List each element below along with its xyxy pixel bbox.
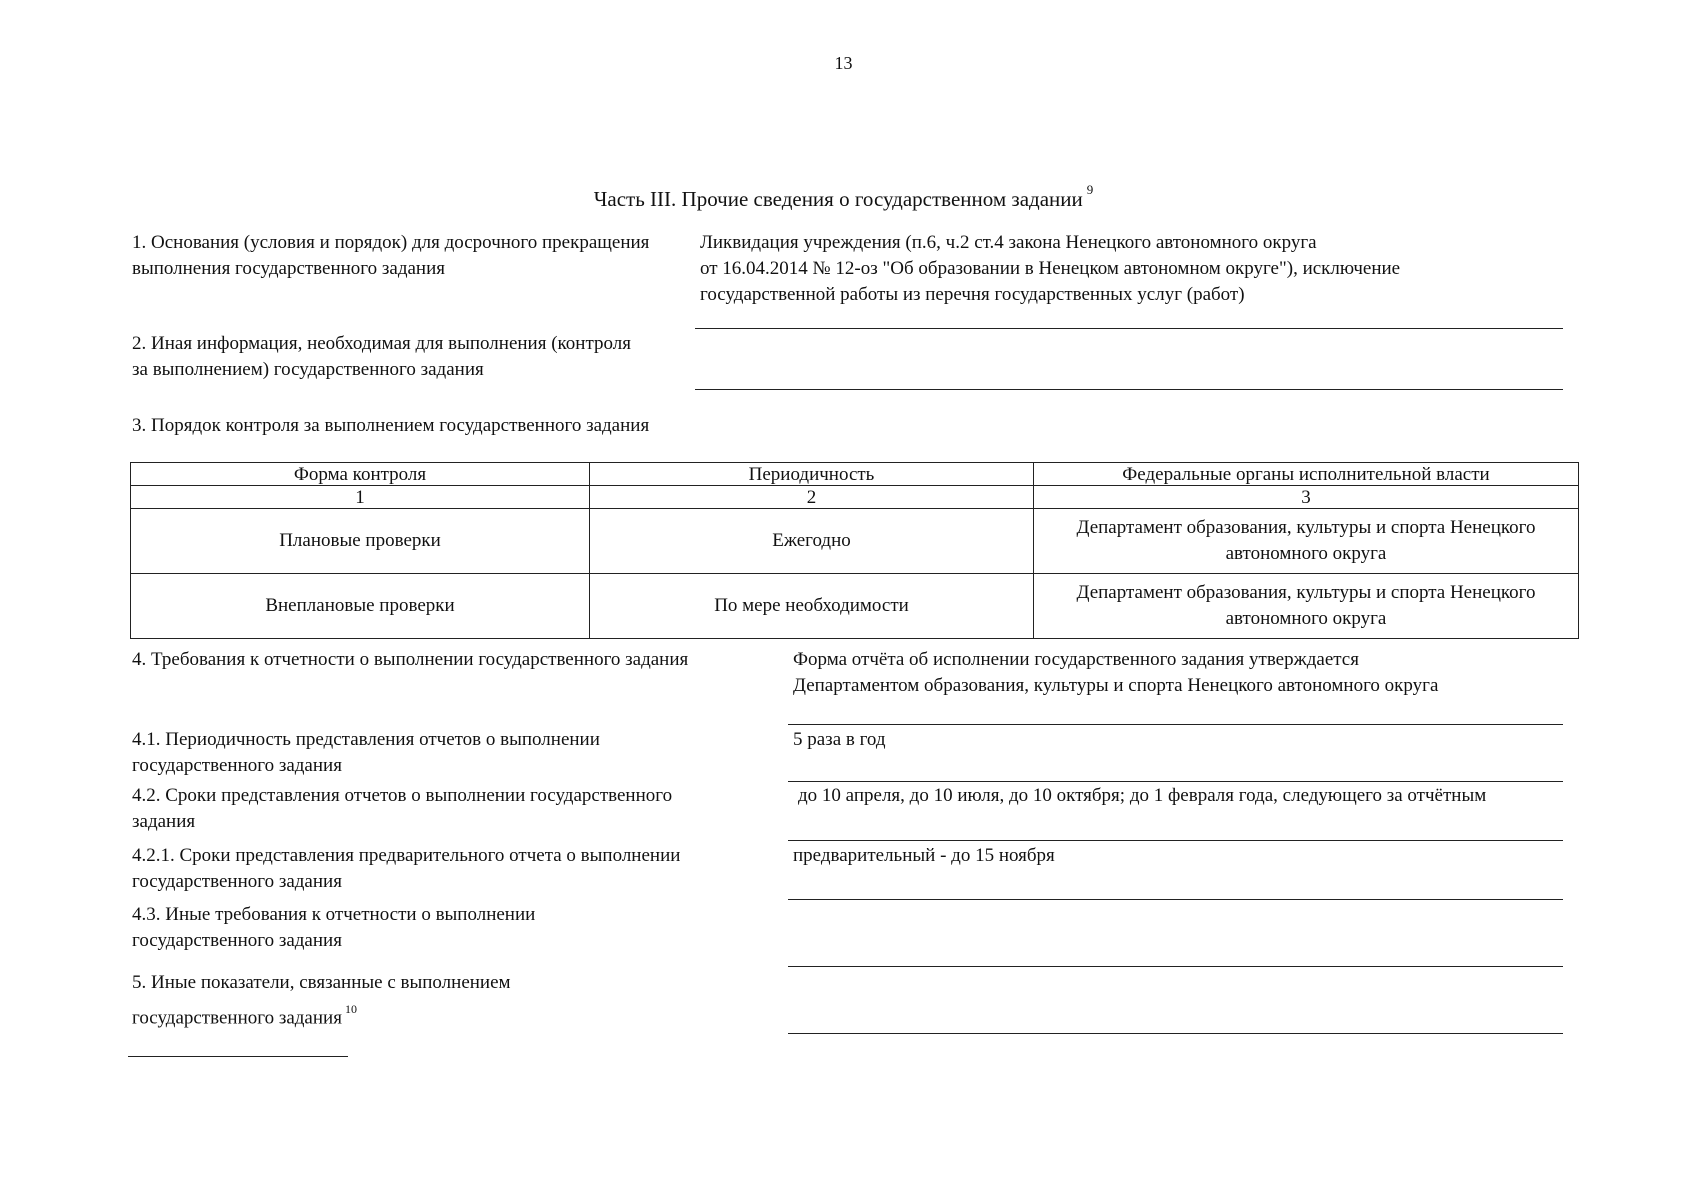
authority-line: Департамент образования, культуры и спорта Ненецкого xyxy=(1076,582,1536,603)
part-title-text: Часть III. Прочие сведения о государственном задании xyxy=(593,187,1083,211)
control-table xyxy=(130,462,1579,639)
section4-2-label-line1: 4.2. Сроки представления отчетов о выполнении государственного xyxy=(132,785,673,806)
table-number-row xyxy=(131,486,1579,509)
footnote-separator xyxy=(128,1056,348,1057)
section4-2-1-label-line1: 4.2.1. Сроки представления предварительного отчета о выполнении xyxy=(132,845,681,866)
authority-line: Департамент образования, культуры и спорта Ненецкого xyxy=(1076,517,1536,538)
section4-2-value: до 10 апреля, до 10 июля, до 10 октября; до 1 февраля года, следующего за отчётным xyxy=(798,785,1487,806)
authority-cell xyxy=(1034,574,1579,639)
part-title xyxy=(0,181,1687,212)
section5-label-line2 xyxy=(132,999,357,1031)
section1-label-line2: выполнения государственного задания xyxy=(132,258,445,279)
section4-label: 4. Требования к отчетности о выполнении государственного задания xyxy=(132,649,689,670)
page-number: 13 xyxy=(834,53,853,73)
periodicity-cell: По мере необходимости xyxy=(590,574,1034,639)
table-header-row xyxy=(131,463,1579,486)
part-title-footnote: 9 xyxy=(1086,182,1094,197)
section4-2-1-label-line2: государственного задания xyxy=(132,871,342,892)
section4-1-value: 5 раза в год xyxy=(793,729,886,750)
section1-value-line1: Ликвидация учреждения (п.6, ч.2 ст.4 закона Ненецкого автономного округа xyxy=(700,232,1317,253)
section1-value-line3: государственной работы из перечня государственных услуг (работ) xyxy=(700,284,1245,305)
section4-value-line2: Департаментом образования, культуры и спорта Ненецкого автономного округа xyxy=(793,675,1439,696)
section5-underline xyxy=(788,1033,1563,1034)
section4-2-underline xyxy=(788,840,1563,841)
section4-3-label-line2: государственного задания xyxy=(132,930,342,951)
section4-underline xyxy=(788,724,1563,725)
section5-label-text: государственного задания xyxy=(132,1007,342,1029)
control-form-cell: Плановые проверки xyxy=(131,509,590,574)
section4-2-1-value: предварительный - до 15 ноября xyxy=(793,845,1055,866)
section4-3-label-line1: 4.3. Иные требования к отчетности о выполнении xyxy=(132,904,536,925)
authority-line: автономного округа xyxy=(1225,608,1387,629)
section2-label-line2: за выполнением) государственного задания xyxy=(132,359,484,380)
section5-label-line1: 5. Иные показатели, связанные с выполнением xyxy=(132,972,511,993)
table-row xyxy=(131,574,1579,639)
authority-cell xyxy=(1034,509,1579,574)
header-authorities: Федеральные органы исполнительной власти xyxy=(1034,463,1579,486)
control-form-cell: Внеплановые проверки xyxy=(131,574,590,639)
section1-value-line2: от 16.04.2014 № 12-оз "Об образовании в Ненецком автономном округе"), исключение xyxy=(700,258,1401,279)
section2-label-line1: 2. Иная информация, необходимая для выполнения (контроля xyxy=(132,333,631,354)
section4-1-label-line2: государственного задания xyxy=(132,755,342,776)
column-number: 2 xyxy=(590,486,1034,509)
column-number: 1 xyxy=(131,486,590,509)
section4-1-label-line1: 4.1. Периодичность представления отчетов о выполнении xyxy=(132,729,600,750)
section1-underline xyxy=(695,328,1563,329)
section4-2-1-underline xyxy=(788,899,1563,900)
section4-1-underline xyxy=(788,781,1563,782)
authority-line: автономного округа xyxy=(1225,543,1387,564)
column-number: 3 xyxy=(1034,486,1579,509)
table-row xyxy=(131,509,1579,574)
section1-label-line1: 1. Основания (условия и порядок) для досрочного прекращения xyxy=(132,232,650,253)
header-control-form: Форма контроля xyxy=(131,463,590,486)
section3-label: 3. Порядок контроля за выполнением государственного задания xyxy=(132,415,650,436)
header-periodicity: Периодичность xyxy=(590,463,1034,486)
periodicity-cell: Ежегодно xyxy=(590,509,1034,574)
section4-value-line1: Форма отчёта об исполнении государственного задания утверждается xyxy=(793,649,1359,670)
section4-2-label-line2: задания xyxy=(132,811,196,832)
section5-footnote-mark: 10 xyxy=(344,1002,357,1016)
section2-underline xyxy=(695,389,1563,390)
section4-3-underline xyxy=(788,966,1563,967)
